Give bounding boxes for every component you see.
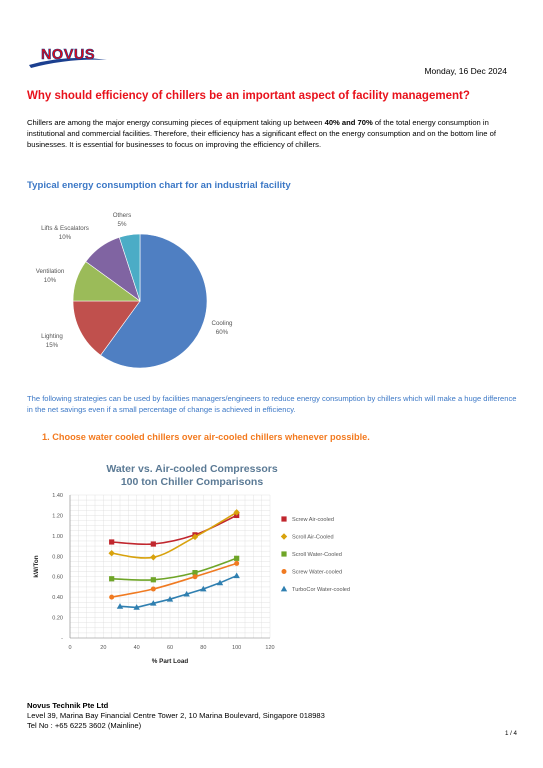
legend-marker-turbocor-water-cooled <box>281 586 287 592</box>
series-screw-air-cooled <box>109 513 239 547</box>
legend-label-turbocor-water-cooled: TurboCor Water-cooled <box>292 587 351 593</box>
pie-value-lifts-escalators: 10% <box>58 234 72 241</box>
pie-chart-heading: Typical energy consumption chart for an industrial facility <box>27 180 291 191</box>
series-line-screw-air-cooled <box>112 515 237 544</box>
intro-paragraph <box>27 117 517 151</box>
legend-marker-screw-air-cooled <box>281 516 286 521</box>
chart-title: Water vs. Air-cooled Compressors <box>106 463 278 475</box>
footer-phone: Tel No : +65 6225 3602 (Mainline) <box>27 721 142 730</box>
page-headline: Why should efficiency of chillers be an important aspect of facility management? <box>27 90 470 102</box>
pie-label-ventilation: Ventilation <box>35 268 65 275</box>
data-point-turbocor-water-cooled <box>233 572 239 578</box>
chart-subtitle: 100 ton Chiller Comparisons <box>120 476 264 488</box>
x-tick-label: 120 <box>265 645 275 651</box>
pie-value-ventilation: 10% <box>43 277 57 284</box>
data-point-screw-water-cooled <box>109 595 114 600</box>
legend-label-screw-air-cooled: Screw Air-cooled <box>292 517 334 523</box>
strategies-paragraph: The following strategies can be used by facilities managers/engineers to reduce energy consumption by chillers which will make a huge difference in the net savings even if a small percentage of change is achieved in efficiency. <box>27 394 517 414</box>
data-point-scroll-air-cooled <box>150 554 156 560</box>
x-tick-label: 80 <box>200 645 207 651</box>
data-point-screw-air-cooled <box>151 541 156 546</box>
pie-value-lighting: 15% <box>45 342 59 349</box>
x-tick-label: 60 <box>166 645 174 651</box>
page-number: 1 / 4 <box>504 730 517 737</box>
chart-grid <box>70 495 270 638</box>
x-tick-label: 0 <box>68 645 72 651</box>
pie-label-cooling: Cooling <box>211 320 233 327</box>
data-point-scroll-water-cooled <box>151 577 156 582</box>
strategy-point-1: 1. Choose water cooled chillers over air-cooled chillers whenever possible. <box>42 432 370 442</box>
footer-company: Novus Technik Pte Ltd <box>27 701 109 710</box>
x-axis-label: % Part Load <box>151 658 189 665</box>
legend-label-screw-water-cooled: Screw Water-cooled <box>292 569 343 576</box>
legend-marker-scroll-water-cooled <box>281 551 286 556</box>
y-tick-label: 1.40 <box>52 493 63 499</box>
data-point-scroll-water-cooled <box>109 576 114 581</box>
y-tick-label: 1.00 <box>52 533 63 540</box>
novus-logo <box>27 44 109 70</box>
y-tick-label: 0.60 <box>52 574 63 581</box>
x-tick-label: 100 <box>232 645 242 651</box>
legend-marker-screw-water-cooled <box>282 569 287 574</box>
logo-text: NOVUS <box>40 47 96 63</box>
intro-text-end: of the total energy consumption in institutional and commercial facilities. Therefore, their efficiency has a significant effect on the energy consumption and on the bottom line of businesses. It is essential for businesses to focus on improving the efficiency of chillers. <box>27 118 496 150</box>
intro-text-start: Chillers are among the major energy consuming pieces of equipment taking up between <box>27 118 325 127</box>
legend-marker-scroll-air-cooled <box>281 533 287 539</box>
data-point-scroll-water-cooled <box>234 556 239 561</box>
y-tick-label: 0.80 <box>52 554 63 561</box>
energy-consumption-pie-chart <box>30 205 260 375</box>
pie-label-others: Others <box>112 212 132 219</box>
document-date: Monday, 16 Dec 2024 <box>424 66 507 76</box>
y-axis-label: kW/Ton <box>33 555 40 578</box>
y-tick-label: 0.40 <box>52 595 63 602</box>
pie-label-lighting: Lighting <box>41 333 63 340</box>
chiller-comparison-line-chart <box>22 455 382 685</box>
data-point-screw-water-cooled <box>193 574 198 579</box>
intro-bold-range: 40% and 70% <box>324 118 373 127</box>
data-point-screw-water-cooled <box>234 561 239 566</box>
y-tick-label: 0.20 <box>52 615 63 622</box>
pie-label-lifts-escalators: Lifts & Escalators <box>41 225 89 232</box>
data-point-screw-air-cooled <box>109 539 114 544</box>
legend-label-scroll-air-cooled: Scroll Air-Cooled <box>292 534 334 541</box>
legend-label-scroll-water-cooled: Scroll Water-Cooled <box>292 552 342 558</box>
y-tick-label: - <box>61 636 63 642</box>
data-point-screw-water-cooled <box>151 586 156 591</box>
pie-value-others: 5% <box>117 221 127 228</box>
x-tick-label: 20 <box>100 645 107 651</box>
pie-value-cooling: 60% <box>215 329 229 336</box>
x-tick-label: 40 <box>133 645 140 651</box>
y-tick-label: 1.20 <box>52 513 63 520</box>
footer-address: Level 39, Marina Bay Financial Centre Tower 2, 10 Marina Boulevard, Singapore 018983 <box>27 711 325 720</box>
